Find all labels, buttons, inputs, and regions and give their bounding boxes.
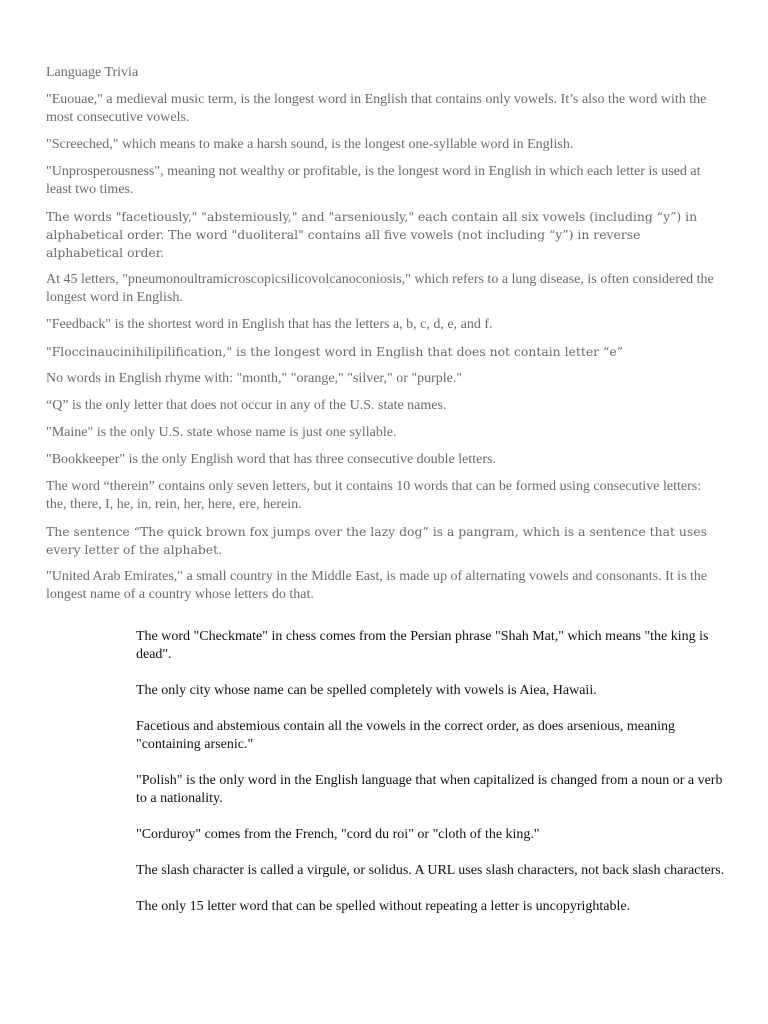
fact-unprosperousness: "Unprosperousness", meaning not wealthy or profitable, is the longest word in English in which each letter is used at least two times. xyxy=(46,164,701,197)
fact-screeched: "Screeched," which means to make a harsh sound, is the longest one-syllable word in English. xyxy=(46,137,574,152)
fact-letter-q: “Q” is the only letter that does not occur in any of the U.S. state names. xyxy=(46,398,447,413)
fact-virgule: The slash character is called a virgule, or solidus. A URL uses slash characters, not back slash characters. xyxy=(136,863,725,878)
document-title: Language Trivia xyxy=(46,65,139,80)
fact-no-rhymes: No words in English rhyme with: "month," "orange," "silver," or "purple." xyxy=(46,371,463,386)
fact-aiea: The only city whose name can be spelled completely with vowels is Aiea, Hawaii. xyxy=(136,683,597,698)
trivia-section-secondary xyxy=(136,628,726,934)
fact-corduroy: "Corduroy" comes from the French, "cord du roi" or "cloth of the king." xyxy=(136,827,540,842)
fact-feedback: "Feedback" is the shortest word in English that has the letters a, b, c, d, e, and f. xyxy=(46,317,493,332)
fact-pangram: The sentence “The quick brown fox jumps over the lazy dog” is a pangram, which is a sentence that uses every letter of the alphabet. xyxy=(46,524,707,557)
fact-uncopyrightable: The only 15 letter word that can be spelled without repeating a letter is uncopyrightable. xyxy=(136,899,631,914)
fact-polish: "Polish" is the only word in the English language that when capitalized is changed from a noun or a verb to a nationality. xyxy=(136,773,723,806)
fact-maine: "Maine" is the only U.S. state whose name is just one syllable. xyxy=(46,425,397,440)
fact-floccinaucinihilipilification: "Floccinaucinihilipilification," is the longest word in English that does not contain letter “e” xyxy=(46,344,624,359)
trivia-section-primary xyxy=(46,64,718,613)
fact-uae: "United Arab Emirates," a small country in the Middle East, is made up of alternating vowels and consonants. It is the longest name of a country whose letters do that. xyxy=(46,569,708,602)
fact-facetiously: The words "facetiously," "abstemiously," and "arseniously," each contain all six vowels (including “y”) in alphabetical order. The word "duoliteral" contains all five vowels (not including “y”) in reverse alphabetical order. xyxy=(46,209,698,260)
fact-checkmate: The word "Checkmate" in chess comes from the Persian phrase "Shah Mat," which means "the king is dead". xyxy=(136,629,709,662)
fact-euouae: "Euouae," a medieval music term, is the longest word in English that contains only vowels. It’s also the word with the most consecutive vowels. xyxy=(46,92,707,125)
fact-pneumono: At 45 letters, "pneumonoultramicroscopicsilicovolcanoconiosis," which refers to a lung disease, is often considered the longest word in English. xyxy=(46,272,714,305)
fact-facetious-abstemious: Facetious and abstemious contain all the vowels in the correct order, as does arsenious, meaning "containing arsenic." xyxy=(136,719,676,752)
fact-therein: The word “therein” contains only seven letters, but it contains 10 words that can be formed using consecutive letters: the, there, I, he, in, rein, her, here, ere, herein. xyxy=(46,479,702,512)
fact-bookkeeper: "Bookkeeper" is the only English word that has three consecutive double letters. xyxy=(46,452,496,467)
